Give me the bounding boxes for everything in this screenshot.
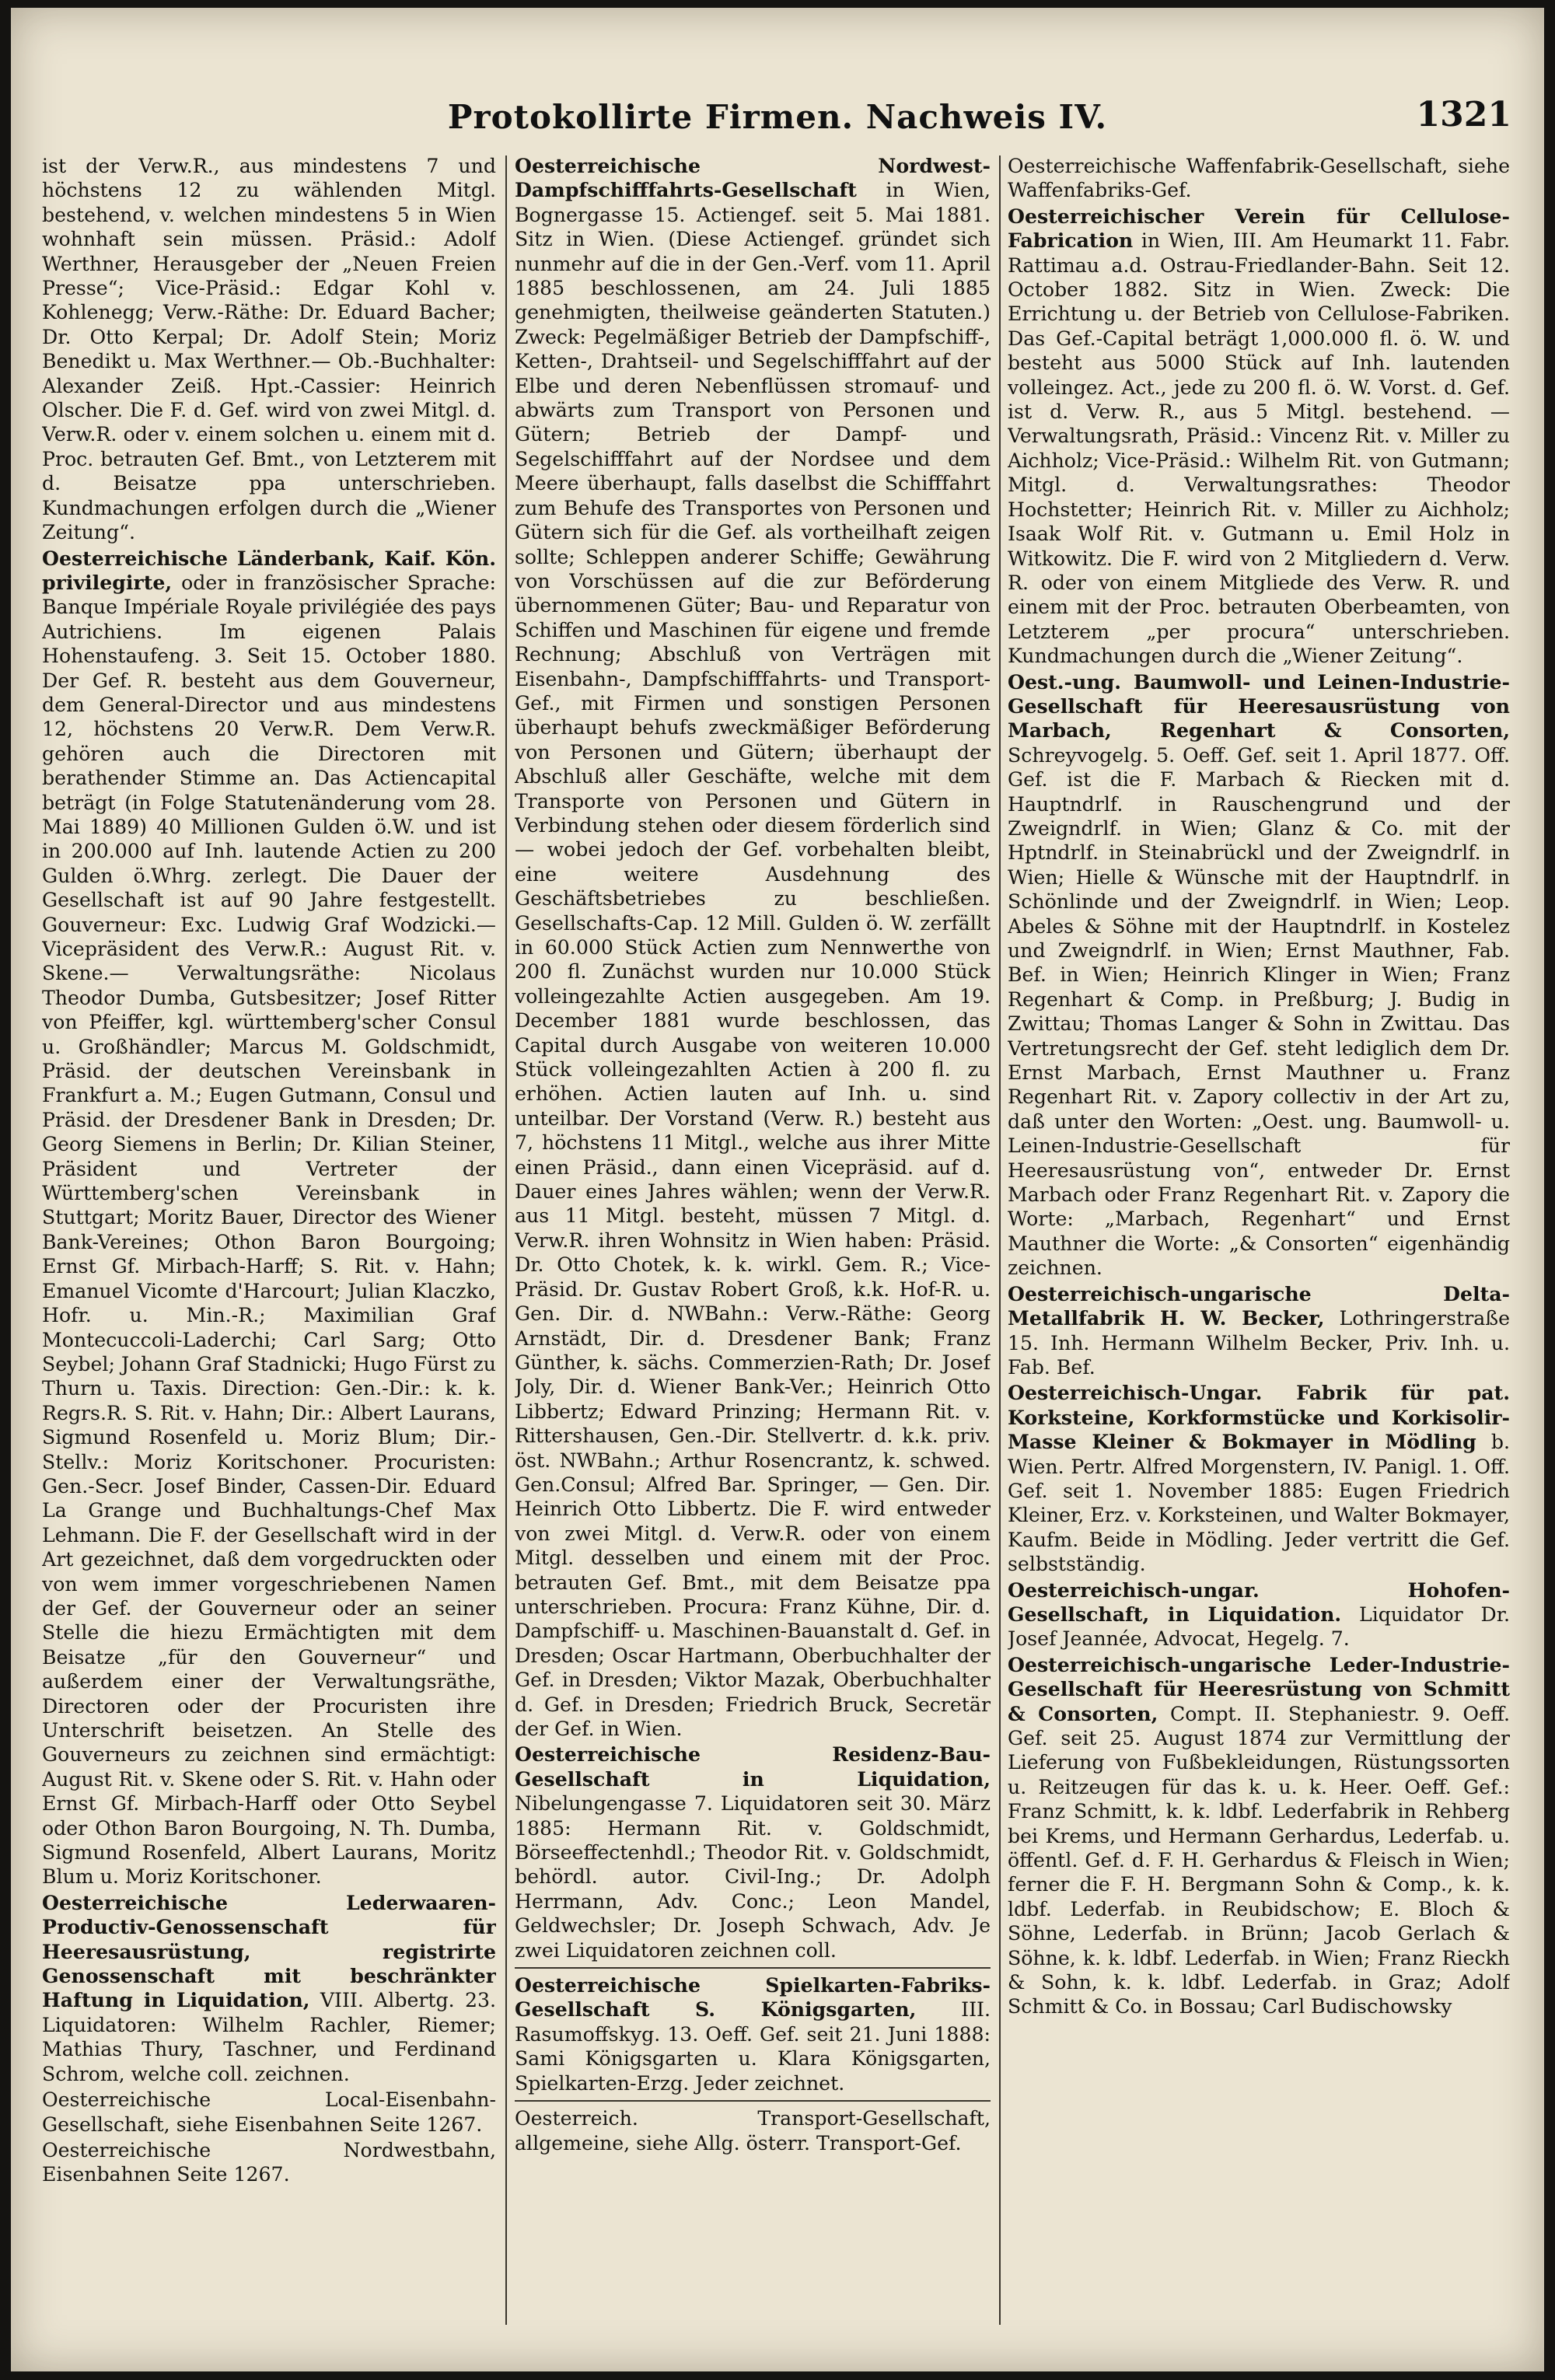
firm-details: VIII. Albertg. 23. Liquidatoren: Wilhelm Rachler, Riemer; Mathias Thury, Taschner, und Ferdinand Schrom, welche coll. zeichnen. — [42, 1989, 496, 2085]
firm-entry — [1008, 204, 1510, 669]
firm-name: Oesterreichisch-Ungar. Fabrik für pat. Korksteine, Korkformstücke und Korkisolir-Masse Kleiner & Bokmayer in Mödling — [1008, 1381, 1510, 1454]
column-left — [42, 154, 496, 2347]
firm-entry — [515, 154, 991, 1741]
firm-entry — [1008, 1578, 1510, 1651]
firm-entry — [515, 1973, 991, 2095]
column-divider — [505, 156, 507, 2325]
firm-name: Oesterreichische Nordwest-Dampfschifffahrts-Gesellschaft — [515, 154, 991, 202]
page-title: Protokollirte Firmen. Nachweis IV. — [447, 98, 1108, 136]
firm-details: Liquidator Dr. Josef Jeannée, Advocat, Hegelg. 7. — [1008, 1602, 1510, 1651]
page-scan — [11, 8, 1544, 2371]
firm-name: Oesterreichischer Verein für Cellulose-Fabrication — [1008, 204, 1510, 253]
firm-entry — [515, 1742, 991, 1962]
firm-name: Oesterreichisch-ungar. Hohofen-Gesellschaft, in Liquidation. — [1008, 1578, 1510, 1626]
column-middle — [515, 154, 991, 2347]
firm-entry — [1008, 670, 1510, 1281]
firm-details: Oesterreichische Local-Eisenbahn-Gesellschaft, siehe Eisenbahnen Seite 1267. — [42, 2088, 496, 2136]
firm-name: Oesterreichische Spielkarten-Fabriks-Gesellschaft S. Königsgarten, — [515, 1973, 991, 2022]
firm-entry — [42, 2088, 496, 2137]
firm-details: Lothringerstraße 15. Inh. Hermann Wilhelm Becker, Priv. Inh. u. Fab. Bef. — [1008, 1307, 1510, 1379]
firm-details: Oesterreich. Transport-Gesellschaft, allgemeine, siehe Allg. österr. Transport-Gef. — [515, 2107, 991, 2155]
firm-details: in Wien, III. Am Heumarkt 11. Fabr. Rattimau a.d. Ostrau-Friedlander-Bahn. Seit 12. October 1882. Sitz in Wien. Zweck: Die Errichtung u. der Betrieb von Cellulose-Fabriken. Das Gef.-Capital beträgt 1,000.000 fl. ö. W. und besteht aus 5000 Stück auf Inh. lautenden volleingez. Act., jede zu 200 fl. ö. W. Vorst. d. Gef. ist d. Verw. R., aus 5 Mitgl. bestehend. — Verwaltungsrath, Präsid.: Vincenz Rit. v. Miller zu Aichholz; Vice-Präsid.: Wilhelm Rit. von Gutmann; Mitgl. d. Verwaltungsrathes: Theodor Hochstetter; Heinrich Rit. v. Miller zu Aichholz; Isaak Wolf Rit. v. Gutmann u. Emil Holz in Witkowitz. Die F. wird von 2 Mitgliedern d. Verw. R. oder von einem Mitgliede des Verw. R. und einem mit der Proc. betrauten Oberbeamten, von Letzterem „per procura“ unterschrieben. Kundmachungen durch die „Wiener Zeitung“. — [1008, 229, 1510, 668]
firm-name: Oesterreichisch-ungarische Delta-Metallfabrik H. W. Becker, — [1008, 1281, 1510, 1330]
column-right — [1008, 154, 1510, 2347]
firm-details: Nibelungengasse 7. Liquidatoren seit 30. März 1885: Hermann Rit. v. Goldschmidt, Börseeffectenhdl.; Theodor Rit. v. Goldschmidt, behördl. autor. Civil-Ing.; Dr. Adolph Herrmann, Adv. Conc.; Leon Mandel, Geldwechsler; Dr. Joseph Schwach, Adv. Je zwei Liquidatoren zeichnen coll. — [515, 1792, 991, 1962]
firm-entry — [42, 2138, 496, 2187]
firm-entry — [1008, 1282, 1510, 1380]
running-head — [11, 92, 1544, 154]
firm-details: Compt. II. Stephaniestr. 9. Oeff. Gef. seit 25. August 1874 zur Vermittlung der Lieferung von Fußbekleidungen, Rüstungssorten u. Reitzeugen für das k. u. k. Heer. Oeff. Gef.: Franz Schmitt, k. k. ldbf. Lederfabrik in Rehberg bei Krems, und Hermann Gerhardus, Lederfab. u. öffentl. Gef. d. F. H. Gerhardus & Fleisch in Wien; ferner die F. H. Bergmann Sohn & Comp., k. k. ldbf. Lederfab. in Reubidschow; E. Bloch & Söhne, Lederfab. in Brünn; Jacob Gerlach & Söhne, k. k. ldbf. Lederfab. in Wien; Franz Rieckh & Sohn, k. k. ldbf. Lederfab. in Graz; Adolf Schmitt & Co. in Bossau; Carl Budischowsky — [1008, 1702, 1510, 2018]
firm-details: ist der Verw.R., aus mindestens 7 und höchstens 12 zu wählenden Mitgl. bestehend, v. welchen mindestens 5 in Wien wohnhaft sein müssen. Präsid.: Adolf Werthner, Herausgeber der „Neuen Freien Presse“; Vice-Präsid.: Edgar Kohl v. Kohlenegg; Verw.-Räthe: Dr. Eduard Bacher; Dr. Otto Kerpal; Dr. Adolf Stein; Moriz Benedikt u. Max Werthner.— Ob.-Buchhalter: Alexander Zeiß. Hpt.-Cassier: Heinrich Olscher. Die F. d. Gef. wird von zwei Mitgl. d. Verw.R. oder v. einem solchen u. einem mit d. Proc. betrauten Gef. Bmt., von Letzterem mit d. Beisatze ppa unterschrieben. Kundmachungen erfolgen durch die „Wiener Zeitung“. — [42, 155, 496, 544]
firm-details: in Wien, Bognergasse 15. Actiengef. seit 5. Mai 1881. Sitz in Wien. (Diese Actiengef. gründet sich nunmehr auf die in der Gen.-Verf. vom 11. April 1885 beschlossenen, am 24. Juli 1885 genehmigten, theilweise geänderten Statuten.) Zweck: Pegelmäßiger Betrieb der Dampfschiff-, Ketten-, Drahtseil- und Segelschifffahrt auf der Elbe und deren Nebenflüssen stromauf- und abwärts zum Transport von Personen und Gütern; Betrieb der Dampf- und Segelschifffahrt auf der Nordsee und dem Meere überhaupt, falls daselbst die Schifffahrt zum Behufe des Transportes von Personen und Gütern sich für die Gef. als vortheilhaft zeigen sollte; Schleppen anderer Schiffe; Gewährung von Vorschüssen auf die zur Beförderung übernommenen Güter; Bau- und Reparatur von Schiffen und Maschinen für eigene und fremde Rechnung; Abschluß von Verträgen mit Eisenbahn-, Dampfschifffahrts- und Transport-Gef., mit Firmen und sonstigen Personen überhaupt behufs zweckmäßiger Beförderung von Personen und Gütern; überhaupt der Abschluß aller Geschäfte, welche mit dem Transporte von Personen und Gütern in Verbindung stehen oder diesem förderlich sind — wobei jedoch der Gef. vorbehalten bleibt, eine weitere Ausdehnung des Geschäftsbetriebes zu beschließen. Gesellschafts-Cap. 12 Mill. Gulden ö. W. zerfällt in 60.000 Stück Actien zum Nennwerthe von 200 fl. Zunächst wurden nur 10.000 Stück volleingezahlte Actien ausgegeben. Am 19. December 1881 wurde beschlossen, das Capital durch Ausgabe von weiteren 10.000 Stück volleingezahlten Actien à 200 fl. zu erhöhen. Actien lauten auf Inh. u. sind unteilbar. Der Vorstand (Verw. R.) besteht aus 7, höchstens 11 Mitgl., welche aus ihrer Mitte einen Präsid., dann einen Vicepräsid. auf d. Dauer eines Jahres wählen; wenn der Verw.R. aus 11 Mitgl. besteht, müssen 7 Mitgl. d. Verw.R. ihren Wohnsitz in Wien haben: Präsid. Dr. Otto Chotek, k. k. wirkl. Gem. R.; Vice-Präsid. Dr. Gustav Robert Groß, k.k. Hof-R. u. Gen. Dir. d. NWBahn.: Verw.-Räthe: Georg Arnstädt, Dir. d. Dresdener Bank; Franz Günther, k. sächs. Commerzien-Rath; Dr. Josef Joly, Dir. d. Wiener Bank-Ver.; Heinrich Otto Libbertz; Edward Prinzing; Hermann Rit. v. Rittershausen, Gen.-Dir. Stellvertr. d. k.k. priv. öst. NWBahn.; Arthur Rosencrantz, k. schwed. Gen.Consul; Alfred Bar. Springer, — Gen. Dir. Heinrich Otto Libbertz. Die F. wird entweder von zwei Mitgl. d. Verw.R. oder von einem Mitgl. desselben und einem mit der Proc. betrauten Gef. Bmt., mit dem Beisatze ppa unterschrieben. Procura: Franz Kühne, Dir. d. Dampfschiff- u. Maschinen-Bauanstalt d. Gef. in Dresden; Oscar Hartmann, Oberbuchhalter der Gef. in Dresden; Viktor Mazak, Oberbuchhalter d. Gef. in Dresden; Friedrich Bruck, Secretär der Gef. in Wien. — [515, 179, 991, 1740]
firm-entry — [515, 2106, 991, 2155]
firm-details: Schreyvogelg. 5. Oeff. Gef. seit 1. April 1877. Off. Gef. ist die F. Marbach & Riecken mit d. Hauptndrlf. in Rauschengrund und der Zweigndrlf. in Wien; Glanz & Co. mit der Hptndrlf. in Steinabrückl und der Zweigndrlf. in Wien; Hielle & Wünsche mit der Hauptndrlf. in Schönlinde und der Zweigndrlf. in Wien; Leop. Abeles & Söhne mit der Hauptndrlf. in Kostelez und Zweigndrlf. in Wien; Ernst Mauthner, Fab. Bef. in Wien; Heinrich Klinger in Wien; Franz Regenhart & Comp. in Preßburg; J. Budig in Zwittau; Thomas Langer & Sohn in Zwittau. Das Vertretungsrecht der Gef. steht lediglich dem Dr. Ernst Marbach, Ernst Mauthner u. Franz Regenhart Rit. v. Zapory collectiv in der Art zu, daß unter den Worten: „Oest. ung. Baumwoll- u. Leinen-Industrie-Gesellschaft für Heeresausrüstung von“, entweder Dr. Ernst Marbach oder Franz Regenhart Rit. v. Zapory die Worte: „Marbach, Regenhart“ und Ernst Mauthner die Worte: „& Consorten“ eigenhändig zeichnen. — [1008, 743, 1510, 1280]
entry-divider — [515, 2100, 991, 2102]
firm-entry — [1008, 1381, 1510, 1576]
firm-entry — [1008, 1653, 1510, 2019]
firm-details: III. Rasumoffskyg. 13. Oeff. Gef. seit 21. Juni 1888: Sami Königsgarten u. Klara Königsgarten, Spielkarten-Erzg. Jeder zeichnet. — [515, 1998, 991, 2095]
firm-name: Oesterreichische Länderbank, Kaif. Kön. privilegirte, — [42, 546, 496, 594]
firm-name: Oesterreichische Residenz-Bau-Gesellschaft in Liquidation, — [515, 1742, 991, 1791]
column-divider — [999, 156, 1001, 2325]
firm-details: b. Wien. Pertr. Alfred Morgenstern, IV. Panigl. 1. Off. Gef. seit 1. November 1885: Eugen Friedrich Kleiner, Erz. v. Korksteinen, und Walter Bokmayer, Kaufm. Beide in Mödling. Jeder vertritt die Gef. selbstständig. — [1008, 1431, 1510, 1576]
firm-entry — [42, 154, 496, 545]
firm-details: Oesterreichische Waffenfabrik-Gesellschaft, siehe Waffenfabriks-Gef. — [1008, 155, 1510, 202]
firm-entry — [42, 1891, 496, 2086]
firm-entry — [1008, 154, 1510, 203]
firm-details: oder in französischer Sprache: Banque Impériale Royale privilégiée des pays Autrichiens. Im eigenen Palais Hohenstaufeng. 3. Seit 15. October 1880. Der Gef. R. besteht aus dem Gouverneur, dem General-Director und aus mindestens 12, höchstens 20 Verw.R. Dem Verw.R. gehören auch die Directoren mit berathender Stimme an. Das Actiencapital beträgt (in Folge Statutenänderung vom 28. Mai 1889) 40 Millionen Gulden ö.W. und ist in 200.000 auf Inh. lautende Actien zu 200 Gulden ö.Whrg. zerlegt. Die Dauer der Gesellschaft ist auf 90 Jahre festgestellt. Gouverneur: Exc. Ludwig Graf Wodzicki.— Vicepräsident des Verw.R.: August Rit. v. Skene.— Verwaltungsräthe: Nicolaus Theodor Dumba, Gutsbesitzer; Josef Ritter von Pfeiffer, kgl. württemberg'scher Consul u. Großhändler; Marcus M. Goldschmidt, Präsid. der deutschen Vereinsbank in Frankfurt a. M.; Eugen Gutmann, Consul und Präsid. der Dresdener Bank in Dresden; Dr. Georg Siemens in Berlin; Dr. Kilian Steiner, Präsident und Vertreter der Württemberg'schen Vereinsbank in Stuttgart; Moritz Bauer, Director des Wiener Bank-Vereines; Othon Baron Bourgoing; Ernst Gf. Mirbach-Harff; S. Rit. v. Hahn; Emanuel Vicomte d'Harcourt; Julian Klaczko, Hofr. u. Min.-R.; Maximilian Graf Montecuccoli-Laderchi; Carl Sarg; Otto Seybel; Johann Graf Stadnicki; Hugo Fürst zu Thurn u. Taxis. Direction: Gen.-Dir.: k. k. Regrs.R. S. Rit. v. Hahn; Dir.: Albert Laurans, Sigmund Rosenfeld u. Moriz Blum; Dir.-Stellv.: Moriz Koritschoner. Procuristen: Gen.-Secr. Josef Binder, Cassen-Dir. Eduard La Grange und Buchhaltungs-Chef Max Lehmann. Die F. der Gesellschaft wird in der Art gezeichnet, daß dem vorgedruckten oder von wem immer vorgeschriebenen Namen der Gef. der Gouverneur oder an seiner Stelle die hiezu Ermächtigten mit dem Beisatze „für den Gouverneur“ und außerdem einer der Verwaltungsräthe, Directoren oder der Procuristen ihre Unterschrift beisetzen. An Stelle des Gouverneurs zu zeichnen sind ermächtigt: August Rit. v. Skene oder S. Rit. v. Hahn oder Ernst Gf. Mirbach-Harff oder Otto Seybel oder Othon Baron Bourgoing, N. Th. Dumba, Sigmund Rosenfeld, Albert Laurans, Moritz Blum u. Moriz Koritschoner. — [42, 571, 496, 1889]
firm-name: Oesterreichisch-ungarische Leder-Industrie-Gesellschaft für Heeresrüstung von Schmitt & Consorten, — [1008, 1652, 1510, 1725]
firm-details: Oesterreichische Nordwestbahn, Eisenbahnen Seite 1267. — [42, 2138, 496, 2186]
entry-divider — [515, 1967, 991, 1969]
firm-name: Oesterreichische Lederwaaren-Productiv-Genossenschaft für Heeresausrüstung, registrirte Genossenschaft mit beschränkter Haftung in Liquidation, — [42, 1890, 496, 2012]
firm-entry — [42, 547, 496, 1889]
firm-name: Oest.-ung. Baumwoll- und Leinen-Industrie-Gesellschaft für Heeresausrüstung von Marbach, Regenhart & Consorten, — [1008, 669, 1510, 743]
page-number: 1321 — [1416, 95, 1511, 135]
